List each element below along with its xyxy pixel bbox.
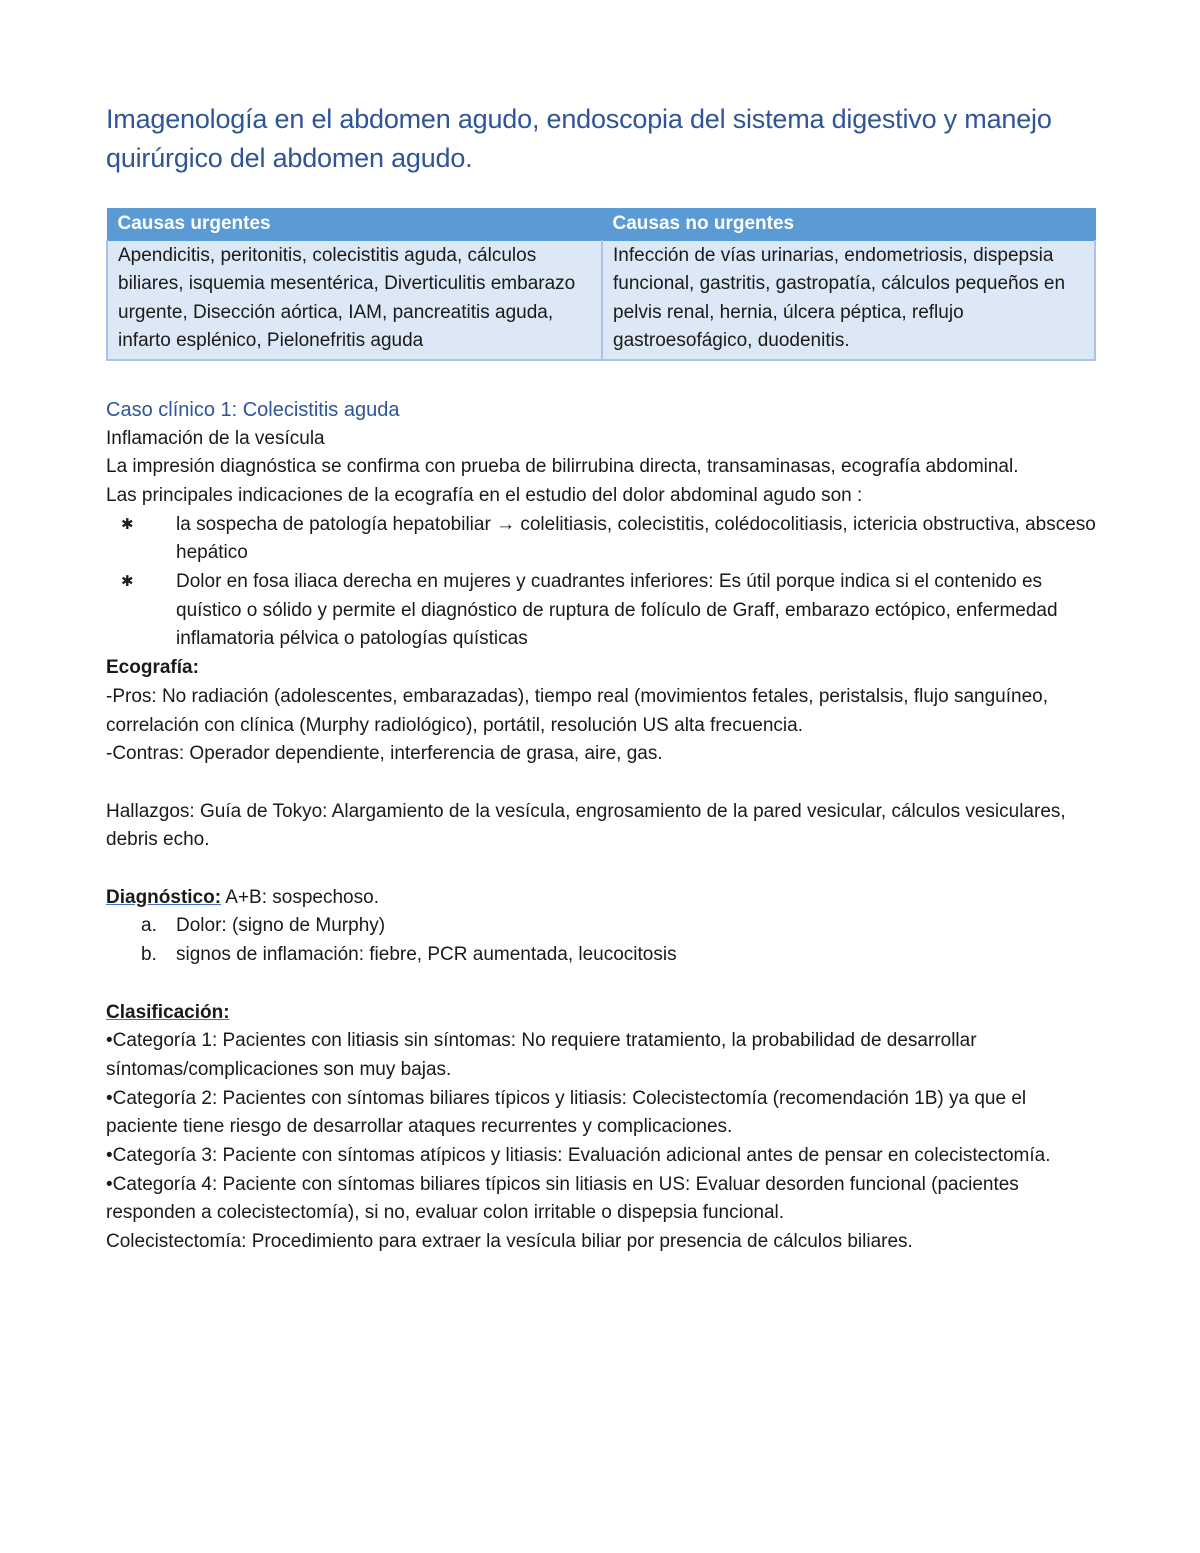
causes-table: [106, 208, 1096, 361]
ecografia-contras: -Contras: Operador dependiente, interferencia de grasa, aire, gas.: [106, 743, 663, 765]
spacer: [106, 769, 1096, 798]
clasificacion-item: •Categoría 3: Paciente con síntomas atípicos y litiasis: Evaluación adicional antes de pensar en colecistectomía.: [106, 1145, 1051, 1167]
list-item: [141, 941, 1096, 970]
clasificacion-item: •Categoría 4: Paciente con síntomas biliares típicos sin litiasis en US: Evaluar desorden funcional (pacientes responden a colecistectomía), si no, evaluar colon irritable o dispepsia funcional.: [106, 1173, 1019, 1224]
document-body: [106, 395, 1096, 1257]
header-urgent: Causas urgentes: [107, 209, 602, 241]
list-item-text: signos de inflamación: fiebre, PCR aumentada, leucocitosis: [176, 944, 677, 966]
document-title: Imagenología en el abdomen agudo, endoscopia del sistema digestivo y manejo quirúrgico del abdomen agudo.: [106, 104, 1052, 173]
case-line-indications: Las principales indicaciones de la ecografía en el estudio del dolor abdominal agudo son :: [106, 484, 863, 506]
list-marker: b.: [141, 944, 157, 966]
list-item: [121, 511, 1096, 568]
spacer: [106, 970, 1096, 999]
clasificacion-item: •Categoría 1: Pacientes con litiasis sin síntomas: No requiere tratamiento, la probabilidad de desarrollar síntomas/complicaciones son muy bajas.: [106, 1030, 977, 1080]
ecografia-heading: Ecografía:: [106, 657, 199, 679]
diagnostico-heading: Diagnóstico:: [106, 886, 222, 908]
diagnostico-text: A+B: sospechoso.: [221, 886, 379, 908]
list-marker: a.: [141, 915, 157, 937]
table-header-row: [107, 209, 1095, 241]
case-line-definition: Inflamación de la vesícula: [106, 427, 325, 449]
cell-urgent-causes: Apendicitis, peritonitis, colecistitis aguda, cálculos biliares, isquemia mesentérica, Diverticulitis embarazo urgente, Disección aórtica, IAM, pancreatitis aguda, infarto esplénico, Pielonefritis aguda: [107, 240, 602, 360]
list-item-text: la sospecha de patología hepatobiliar → colelitiasis, colecistitis, colédocolitiasis, ictericia obstructiva, absceso hepático: [176, 513, 1096, 564]
cell-non-urgent-causes: Infección de vías urinarias, endometriosis, dispepsia funcional, gastritis, gastropatía, cálculos pequeños en pelvis renal, hernia, úlcera péptica, reflujo gastroesofágico, duodenitis.: [602, 240, 1095, 360]
clasificacion-heading: Clasificación:: [106, 1001, 230, 1023]
document-page: [106, 100, 1096, 1257]
diagnostico-line: [106, 884, 1096, 913]
list-item-text: Dolor: (signo de Murphy): [176, 915, 386, 937]
ecografia-pros: -Pros: No radiación (adolescentes, embarazadas), tiempo real (movimientos fetales, peristalsis, flujo sanguíneo, correlación con clínica (Murphy radiológico), portátil, resolución US alta frecuencia.: [106, 685, 1049, 736]
colecistectomia-definition: Colecistectomía: Procedimiento para extraer la vesícula biliar por presencia de cálculos biliares.: [106, 1231, 913, 1253]
ecografia-hallazgos: Hallazgos: Guía de Tokyo: Alargamiento de la vesícula, engrosamiento de la pared vesicular, cálculos vesiculares, debris echo.: [106, 800, 1066, 851]
clasificacion-item: •Categoría 2: Pacientes con síntomas biliares típicos y litiasis: Colecistectomía (recomendación 1B) ya que el paciente tiene riesgo de desarrollar ataques recurrentes y complicaciones.: [106, 1087, 1027, 1138]
asterisk-icon: ✱: [121, 515, 134, 533]
case-heading: Caso clínico 1: Colecistitis aguda: [106, 398, 400, 421]
header-non-urgent: Causas no urgentes: [602, 209, 1095, 241]
list-item: [121, 568, 1096, 654]
table-row: [107, 240, 1095, 360]
diagnostico-list: [106, 912, 1096, 969]
list-item: [141, 912, 1096, 941]
spacer: [106, 855, 1096, 884]
list-item-text: Dolor en fosa iliaca derecha en mujeres y cuadrantes inferiores: Es útil porque indica si el contenido es quístico o sólido y permite el diagnóstico de ruptura de folículo de Graff, embarazo ectópico, enfermedad inflamatoria pélvica o patologías quísticas: [176, 571, 1058, 650]
case-line-diagnosis: La impresión diagnóstica se confirma con prueba de bilirrubina directa, transaminasas, ecografía abdominal.: [106, 456, 1019, 478]
asterisk-icon: ✱: [121, 573, 134, 591]
indications-list: [106, 511, 1096, 655]
